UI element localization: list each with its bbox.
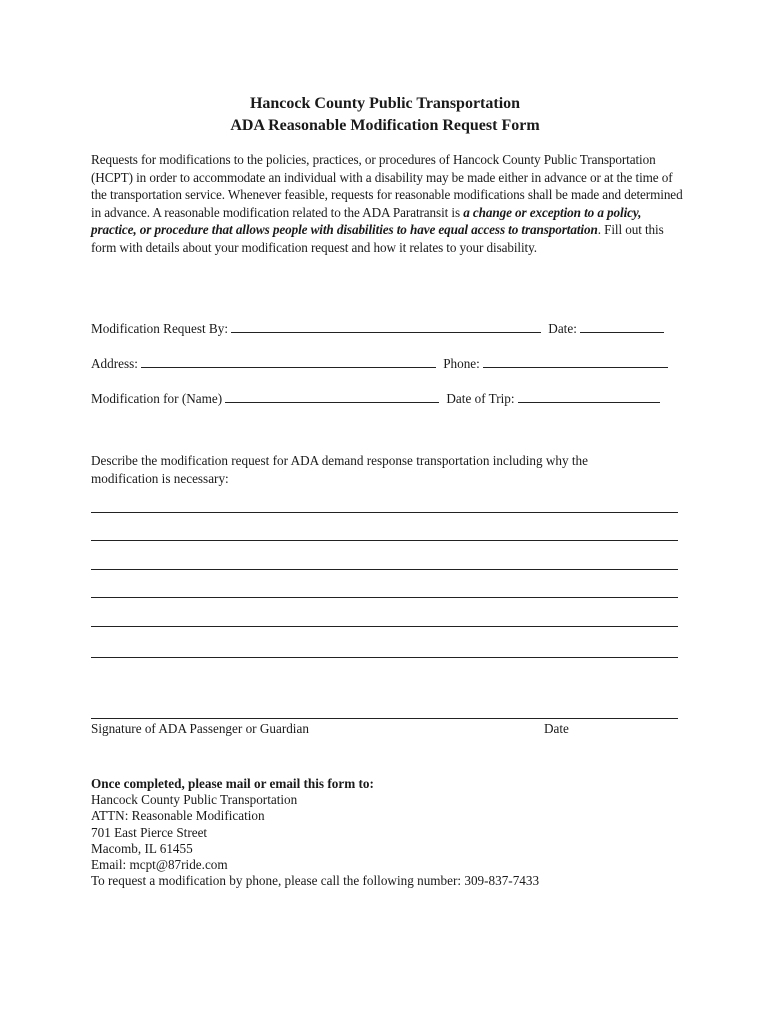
- form-title: ADA Reasonable Modification Request Form: [230, 117, 540, 134]
- signature-line[interactable]: [91, 718, 678, 719]
- intro-text-before: Requests for modifications to the policies, practices, or procedures of Hancock County Public Transportation (HCPT) in order to accommodate an individual with a disability may be made either in advance or at the time of the transportation service. Whenever feasible, requests for reasonable modifications shall be made and determined in advance. A reasonable modification related to the ADA Paratransit is: [91, 152, 683, 220]
- mailing-instructions: [91, 776, 539, 889]
- description-line[interactable]: [91, 569, 678, 570]
- phone-label: Phone:: [443, 356, 480, 371]
- mailing-street: 701 East Pierce Street: [91, 824, 208, 840]
- mailing-city: Macomb, IL 61455: [91, 840, 193, 856]
- mailing-phone-note: To request a modification by phone, please call the following number: 309-837-7433: [91, 873, 540, 889]
- phone-field[interactable]: [483, 355, 668, 368]
- address-row: [91, 355, 668, 373]
- modification-for-label: Modification for (Name): [91, 391, 223, 406]
- date-field[interactable]: [580, 320, 664, 333]
- mailing-attn: ATTN: Reasonable Modification: [91, 808, 265, 824]
- modification-for-row: [91, 390, 660, 408]
- description-prompt: Describe the modification request for ADA demand response transportation including why the modification is necessary:: [91, 453, 588, 486]
- mailing-org: Hancock County Public Transportation: [91, 792, 298, 808]
- description-line[interactable]: [91, 597, 678, 598]
- mailing-heading: Once completed, please mail or email this form to:: [91, 776, 374, 791]
- intro-emphasis: a change or exception to a policy, practice, or procedure that allows people with disabilities to have equal access to transportation: [91, 204, 642, 238]
- description-line[interactable]: [91, 626, 678, 627]
- org-title: Hancock County Public Transportation: [249, 95, 521, 112]
- requested-by-field[interactable]: [231, 320, 541, 333]
- date-of-trip-field[interactable]: [518, 390, 660, 403]
- description-line[interactable]: [91, 657, 678, 658]
- address-label: Address:: [91, 356, 138, 371]
- address-field[interactable]: [141, 355, 436, 368]
- description-line[interactable]: [91, 512, 678, 513]
- description-line[interactable]: [91, 540, 678, 541]
- intro-text-after: . Fill out this form with details about your modification request and how it relates to your disability.: [91, 222, 664, 255]
- requested-by-row: [91, 320, 664, 338]
- requested-by-label: Modification Request By:: [91, 321, 228, 336]
- signature-label: Signature of ADA Passenger or Guardian: [91, 721, 309, 736]
- modification-for-field[interactable]: [225, 390, 439, 403]
- mailing-email: Email: mcpt@87ride.com: [91, 857, 228, 873]
- intro-paragraph: [91, 151, 686, 257]
- date-of-trip-label: Date of Trip:: [446, 391, 515, 406]
- signature-date-label: Date: [544, 721, 569, 736]
- date-label: Date:: [548, 321, 577, 336]
